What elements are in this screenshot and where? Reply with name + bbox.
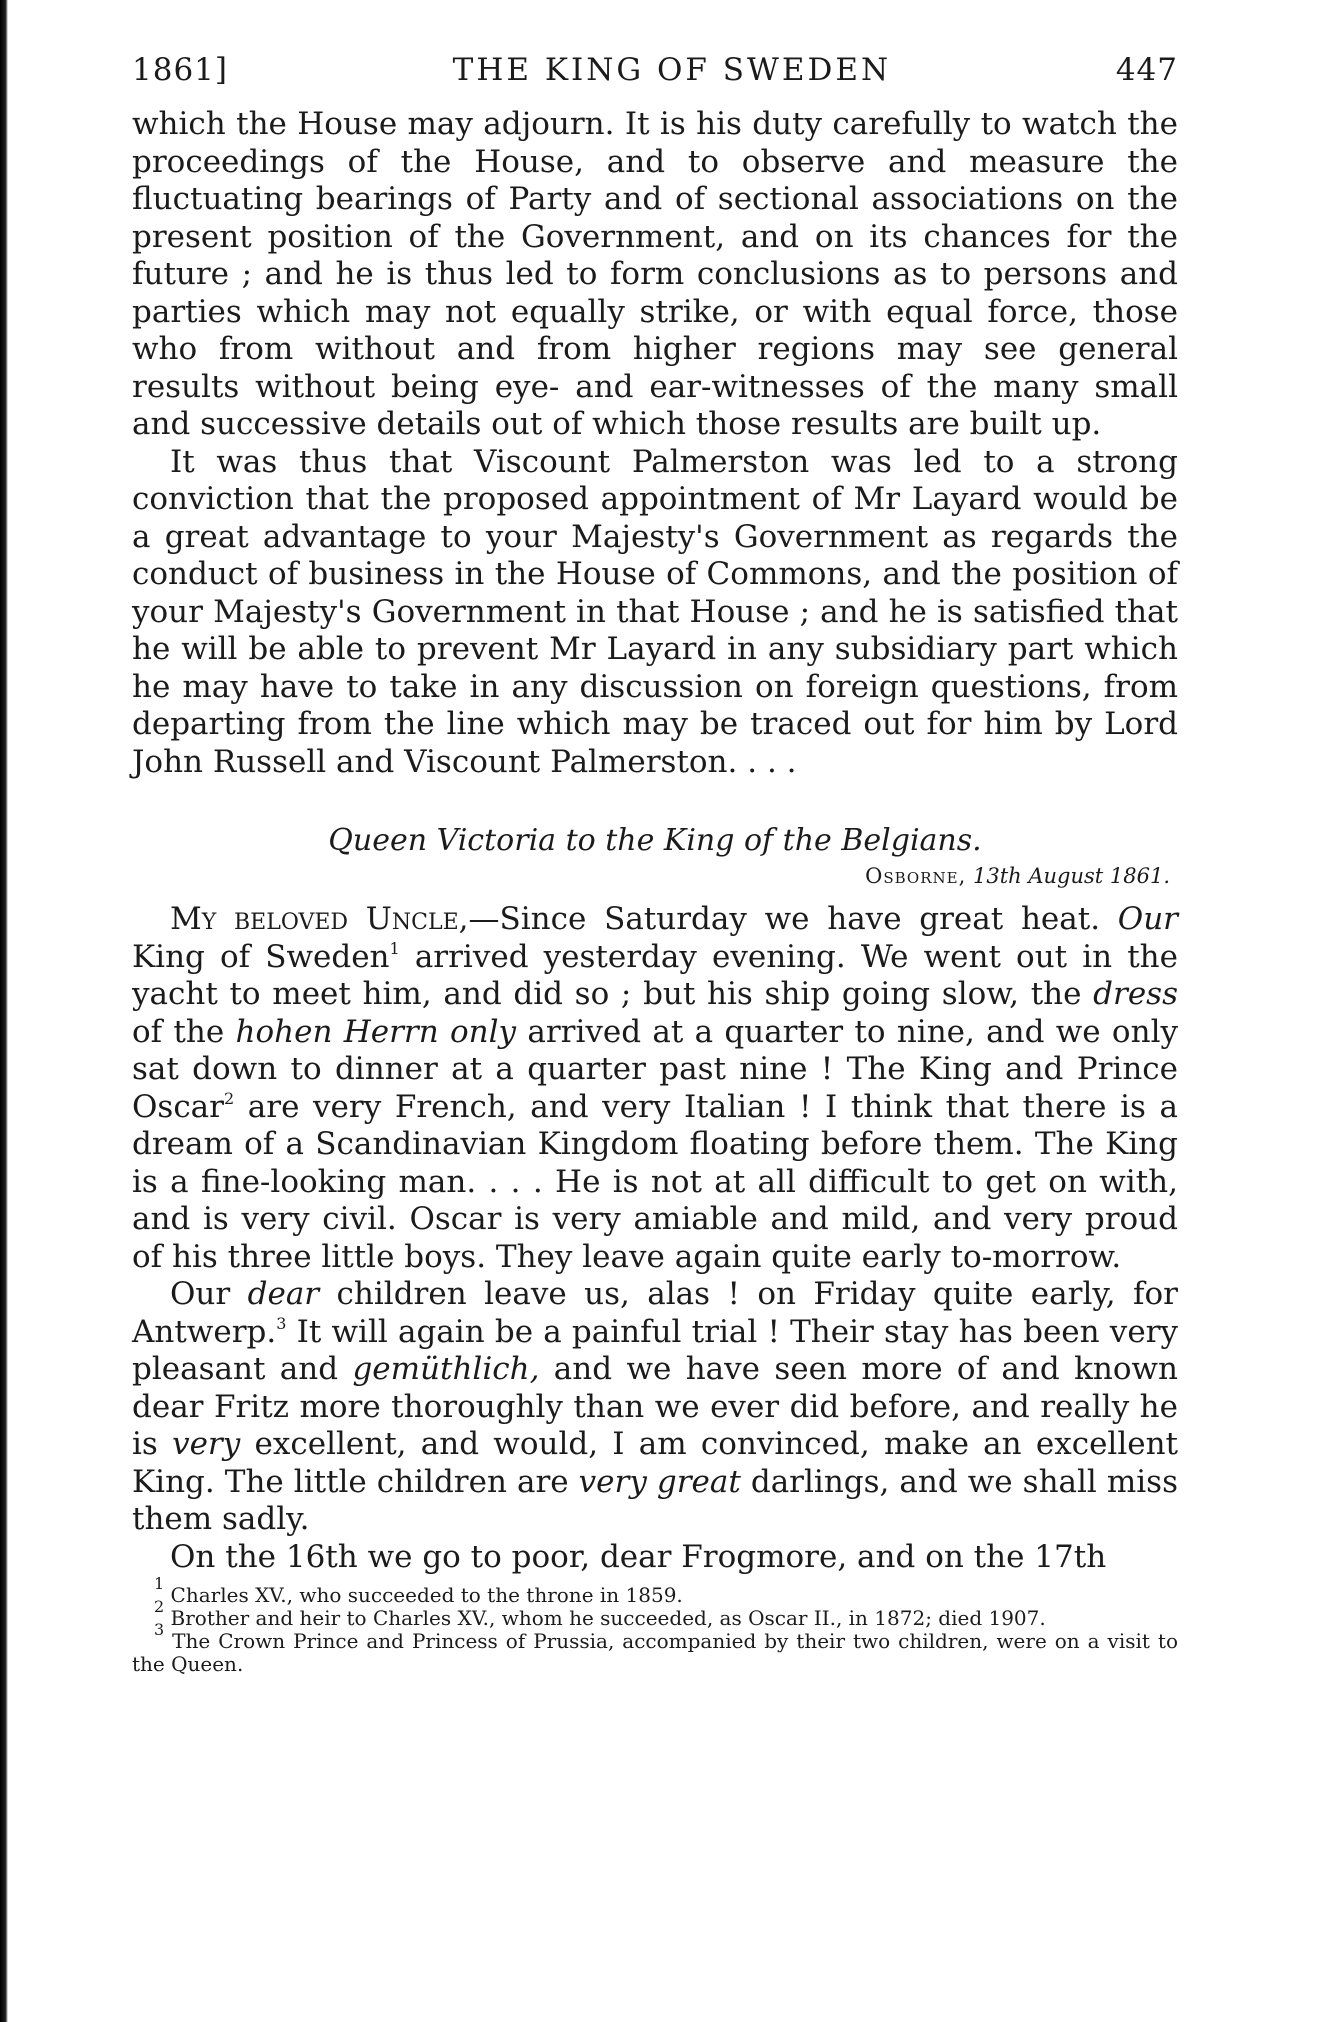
body-text <box>132 106 1178 1576</box>
emphasis: Our <box>1117 901 1178 937</box>
text-run: —Since Saturday we have great heat. <box>468 901 1101 937</box>
footnotes <box>132 1574 1179 1676</box>
letter-dateline <box>132 861 1178 891</box>
footnote <box>132 1620 1179 1676</box>
text-run: children leave us, alas ! on Friday quite early, for Antwerp. <box>132 1276 1178 1350</box>
letter-paragraph-2 <box>132 1276 1178 1539</box>
footnote-number: 3 <box>154 1620 165 1639</box>
emphasis: very great <box>578 1463 741 1500</box>
book-page <box>132 52 1178 1676</box>
emphasis: gemüthlich, <box>352 1351 540 1387</box>
text-run: King of Sweden <box>132 938 390 975</box>
footnote <box>132 1597 1178 1630</box>
footnote-text: The Crown Prince and Princess of Prussia, accompanied by their two children, were on a visit to the Queen. <box>132 1629 1179 1676</box>
text-run: arrived at a quarter to nine, and we only sat down to dinner at a quarter past nine ! The King and Prince Oscar <box>132 1013 1178 1125</box>
scan-binding-edge <box>0 0 8 2022</box>
page-number: 447 <box>1115 52 1178 88</box>
text-run: are very French, and very Italian ! I think that there is a dream of a Scandinavian Kingdom floating before them. The King is a fine-looking man. . . . He is not at all difficult to get on with, and is very civil. Oscar is very amiable and mild, and very proud of his three little boys. They leave again quite early to-morrow. <box>132 1088 1178 1275</box>
letter-heading: Queen Victoria to the King of the Belgians. <box>328 823 982 858</box>
running-head <box>132 52 1178 106</box>
header-title: THE KING OF SWEDEN <box>452 52 892 88</box>
letter-place: Osborne, <box>865 864 967 888</box>
text-run: and we have seen more of and known dear Fritz more thoroughly than we ever did before, and really he is <box>132 1351 1178 1462</box>
header-year: 1861] <box>132 52 228 88</box>
text-run: arrived yesterday evening. We went out in the yacht to meet him, and did so ; but his ship going slow, the <box>132 938 1178 1012</box>
continued-paragraph: which the House may adjourn. It is his duty carefully to watch the proceedings of the House, and to observe and measure the fluctuating bearings of Party and of sectional associations on the present position of the Government, and on its chances for the future ; and he is thus led to form conclusions as to persons and parties which may not equally strike, or with equal force, those who from without and from higher regions may see general results without being eye- and ear-witnesses of the many small and successive details out of which those results are built up. <box>132 106 1178 442</box>
salutation: My beloved Uncle, <box>170 901 469 937</box>
text-run: darlings, and we shall miss them sadly. <box>132 1463 1178 1537</box>
letter-paragraph-3: On the 16th we go to poor, dear Frogmore, and on the 17th <box>170 1538 1107 1575</box>
letter-paragraph-1 <box>132 901 1178 1276</box>
footnote-text: Charles XV., who succeeded to the throne in 1859. <box>170 1583 683 1607</box>
emphasis: hohen Herrn only <box>235 1013 517 1050</box>
emphasis: very <box>172 1426 241 1462</box>
text-run: Our <box>170 1276 231 1312</box>
letter-date: 13th August 1861. <box>972 864 1170 888</box>
footnote-ref: 3 <box>276 1313 287 1333</box>
footnote-text: Brother and heir to Charles XV., whom he succeeded, as Oscar II., in 1872; died 1907. <box>170 1606 1046 1630</box>
text-run: excellent, and would, I am convinced, make an excellent King. The little children are <box>132 1426 1179 1500</box>
palmerston-paragraph: It was thus that Viscount Palmerston was led to a strong conviction that the proposed appointment of Mr Layard would be a great advantage to your Majesty's Government as regards the conduct of business in the House of Commons, and the position of your Majesty's Government in that House ; and he is satisfied that he will be able to prevent Mr Layard in any subsidiary part which he may have to take in any discussion on foreign questions, from departing from the line which may be traced out for him by Lord John Russell and Viscount Palmerston. . . . <box>132 443 1178 780</box>
footnote-ref: 1 <box>389 938 400 958</box>
emphasis: dear <box>247 1276 320 1312</box>
text-run: It will again be a painful trial ! Their stay has been very pleasant and <box>132 1313 1179 1387</box>
footnote-number: 1 <box>154 1574 165 1593</box>
footnote-ref: 2 <box>224 1088 235 1108</box>
text-run: of the <box>132 1013 225 1050</box>
emphasis: dress <box>1093 976 1178 1012</box>
footnote <box>132 1574 1178 1607</box>
footnote-number: 2 <box>154 1597 165 1616</box>
